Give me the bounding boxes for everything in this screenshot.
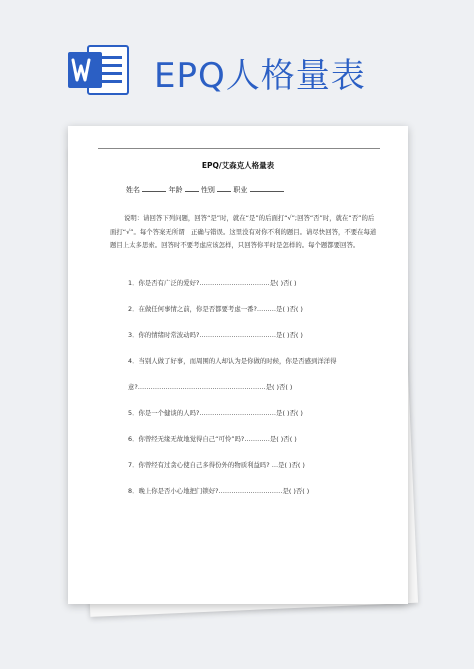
word-icon — [66, 42, 130, 98]
question-8: 8．晚上你是否小心地把门锁好?…………………………是( )否( ) — [128, 487, 310, 495]
banner-title: EPQ人格量表 — [154, 56, 366, 96]
question-2: 2．在做任何事情之前，你是否都要考虑一番?………是( )否( ) — [128, 305, 303, 313]
question-4: 4．当别人做了好事，而周围的人却认为是你做的时候，你是否感到洋洋得 — [128, 357, 337, 365]
field-job-label: 职业 — [233, 186, 248, 194]
question-5: 5．你是一个健谈的人吗?………………………………是( )否( ) — [128, 409, 303, 417]
field-gender-label: 性别 — [200, 186, 215, 194]
field-age-blank — [185, 184, 199, 192]
banner — [0, 0, 474, 118]
document-page — [68, 126, 408, 604]
field-name-label: 姓名 — [126, 186, 140, 194]
info-fields — [126, 184, 284, 195]
document-title: EPQ/艾森克人格量表 — [201, 161, 275, 170]
instructions-text: 说明：请回答下列问题，回答“是”时，就在“是”的后面打“√”;回答“否”时，就在“否”的后面打“√”。每个答案无所谓 正确与错误。这里没有对你不利的题目。请尽快回答，不要在每道题目上太多思索。回答时不要考虑应该怎样，只回答你平时是怎样的。每个题都要回答。 — [110, 214, 377, 249]
field-age-label: 年龄 — [168, 186, 183, 194]
field-gender-blank — [217, 184, 231, 192]
question-6: 6．你曾经无缘无故地觉得自己“可怜”吗?…………是( )否( ) — [128, 435, 297, 443]
question-1: 1．你是否有广泛的爱好?……………………………是( )否( ) — [128, 279, 297, 287]
field-name-blank — [142, 184, 166, 192]
header-rule — [98, 148, 380, 149]
question-4-continued: 意?……………………………………………………是( )否( ) — [128, 383, 293, 391]
question-3: 3．你的情绪时常波动吗?………………………………是( )否( ) — [128, 331, 303, 339]
field-job-blank — [250, 184, 284, 192]
question-7: 7．你曾经有过贪心使自己多得份外的物质利益吗? …是( )否( ) — [128, 461, 305, 469]
